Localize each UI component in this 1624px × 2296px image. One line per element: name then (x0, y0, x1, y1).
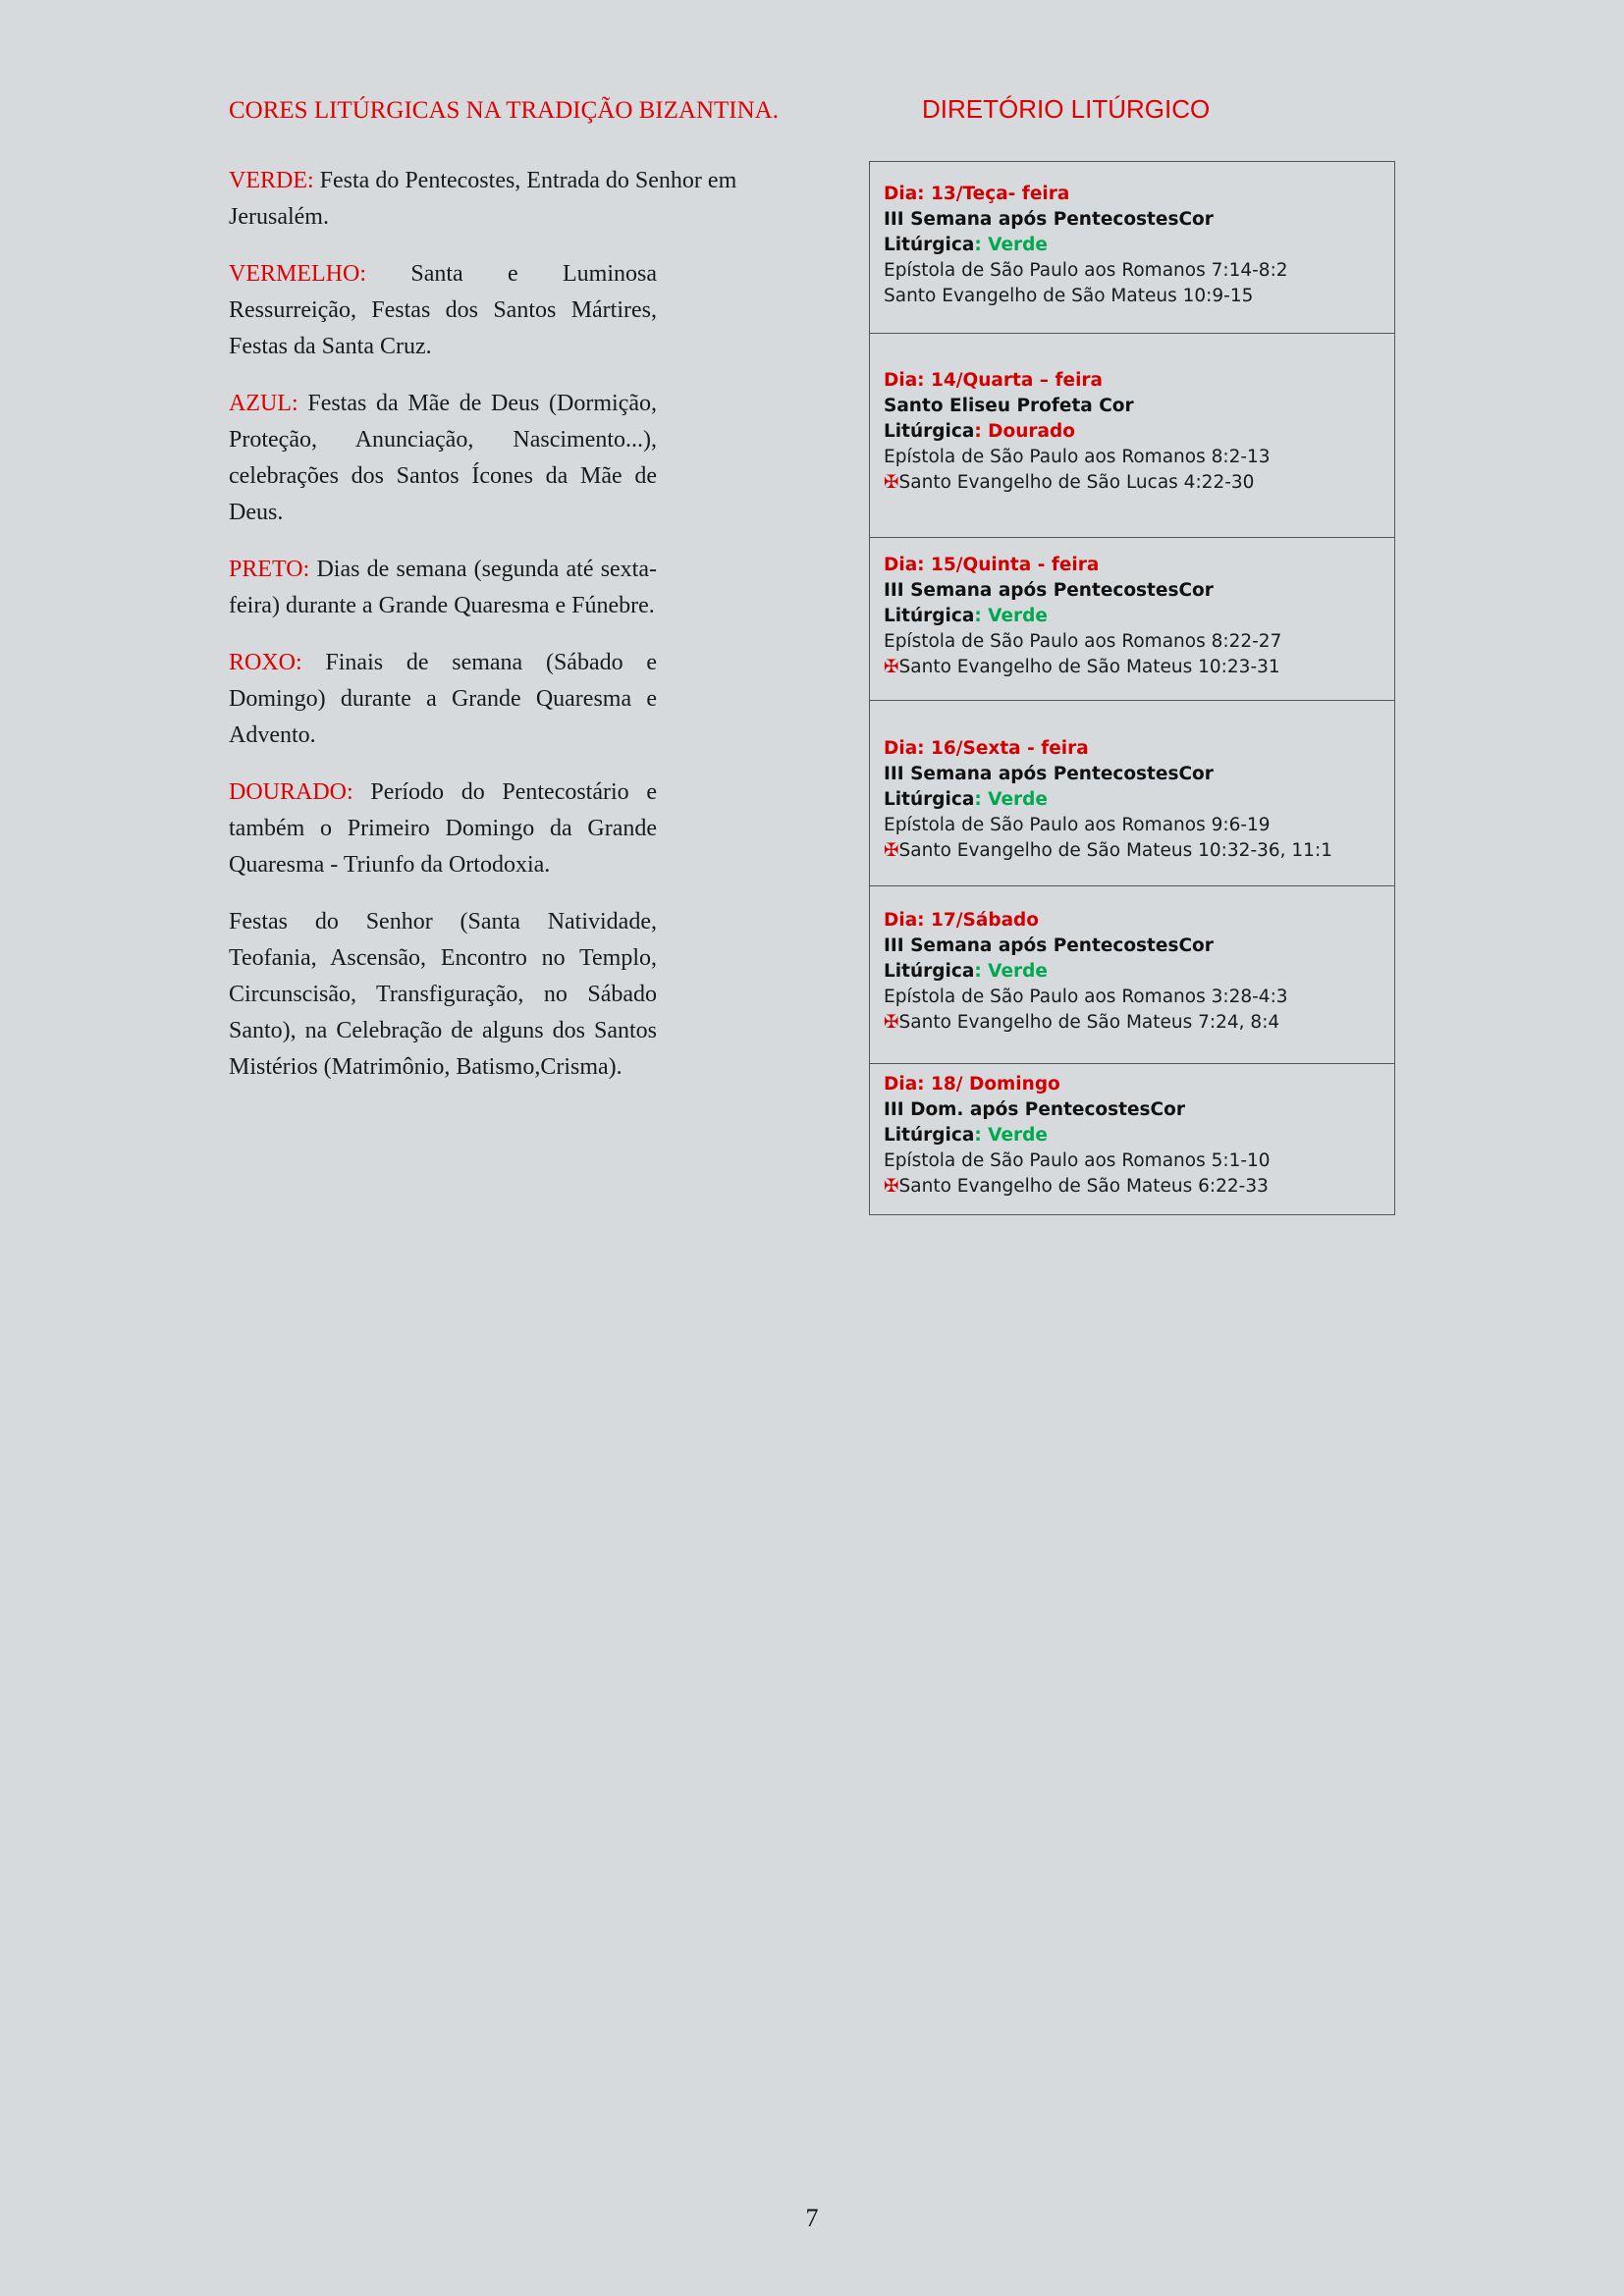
entry-gospel-line (884, 1174, 1380, 1200)
color-desc: Santa e Luminosa Ressurreição, Festas dos Santos Mártires, Festas da Santa Cruz. (229, 261, 657, 359)
cross-icon: ✠ (884, 472, 899, 493)
paragraph-azul (229, 386, 657, 531)
color-key: VERDE: (229, 168, 314, 193)
lit-label: Litúrgica (884, 1125, 975, 1146)
cross-icon: ✠ (884, 1176, 899, 1197)
directory-entry (870, 334, 1394, 538)
entry-epistle: Epístola de São Paulo aos Romanos 7:14-8:2 (884, 260, 1288, 281)
directory-entry (870, 538, 1394, 701)
paragraph-dourado (229, 774, 657, 883)
color-value: : Verde (974, 235, 1048, 255)
entry-liturgical-color (884, 419, 1380, 445)
entry-epistle: Epístola de São Paulo aos Romanos 5:1-10 (884, 1150, 1271, 1171)
lit-label: Litúrgica (884, 606, 975, 626)
entry-day: Dia: 13/Teça- feira (884, 184, 1070, 204)
entry-liturgical-color (884, 959, 1380, 985)
entry-liturgical-color (884, 787, 1380, 813)
entry-day: Dia: 17/Sábado (884, 910, 1040, 931)
entry-week: III Dom. após PentecostesCor (884, 1099, 1185, 1120)
lit-label: Litúrgica (884, 235, 975, 255)
entry-liturgical-color (884, 604, 1380, 629)
entry-week: III Semana após PentecostesCor (884, 580, 1214, 601)
color-value: : Dourado (974, 421, 1075, 442)
color-desc: Período do Pentecostário e também o Primeiro Domingo da Grande Quaresma - Triunfo da Ortodoxia. (229, 779, 657, 878)
entry-liturgical-color (884, 1123, 1380, 1148)
directory-entry (870, 162, 1394, 334)
entry-gospel-line (884, 284, 1380, 309)
color-key: PRETO: (229, 557, 310, 582)
entry-epistle: Epístola de São Paulo aos Romanos 8:22-27 (884, 631, 1282, 652)
entry-day: Dia: 14/Quarta – feira (884, 370, 1104, 391)
paragraph-preto (229, 552, 657, 624)
cross-icon: ✠ (884, 657, 899, 677)
paragraph-roxo (229, 645, 657, 754)
entry-epistle: Epístola de São Paulo aos Romanos 3:28-4:3 (884, 987, 1288, 1007)
lit-label: Litúrgica (884, 789, 975, 810)
color-desc: Finais de semana (Sábado e Domingo) durante a Grande Quaresma e Advento. (229, 650, 657, 748)
entry-gospel: Santo Evangelho de São Mateus 6:22-33 (898, 1176, 1269, 1197)
entry-gospel-line (884, 838, 1380, 864)
cross-icon: ✠ (884, 840, 899, 861)
color-key: ROXO: (229, 650, 302, 675)
entry-gospel-line (884, 470, 1380, 496)
entry-week: III Semana após PentecostesCor (884, 935, 1214, 956)
entry-epistle: Epístola de São Paulo aos Romanos 9:6-19 (884, 815, 1271, 835)
entry-gospel-line (884, 1010, 1380, 1036)
entry-day: Dia: 16/Sexta - feira (884, 738, 1089, 759)
directory-entry (870, 701, 1394, 886)
entry-liturgical-color (884, 233, 1380, 258)
entry-week: III Semana após PentecostesCor (884, 209, 1214, 230)
entry-day: Dia: 15/Quinta - feira (884, 555, 1100, 575)
color-key: DOURADO: (229, 779, 353, 805)
directory-table (869, 161, 1395, 1215)
directory-title: DIRETÓRIO LITÚRGICO (922, 94, 1211, 124)
paragraph-festas-senhor (229, 904, 657, 1086)
entry-gospel: Santo Evangelho de São Mateus 10:32-36, 11:1 (898, 840, 1332, 861)
color-key: VERMELHO: (229, 261, 366, 287)
entry-gospel: Santo Evangelho de São Mateus 10:23-31 (898, 657, 1280, 677)
color-desc: Festa do Pentecostes, Entrada do Senhor em Jerusalém. (229, 168, 737, 230)
color-key: AZUL: (229, 391, 298, 416)
color-desc: Festas do Senhor (Santa Natividade, Teofania, Ascensão, Encontro no Templo, Circunscisão, Transfiguração, no Sábado Santo), na Celebração de alguns dos Santos Mistérios (Matrimônio, Batismo,Crisma). (229, 909, 657, 1080)
page-number: 7 (805, 2204, 819, 2232)
cross-icon: ✠ (884, 1012, 899, 1033)
color-value: : Verde (974, 606, 1048, 626)
directory-entry (870, 1064, 1394, 1214)
color-value: : Verde (974, 1125, 1048, 1146)
paragraph-verde (229, 163, 779, 236)
color-value: : Verde (974, 789, 1048, 810)
entry-gospel: Santo Evangelho de São Mateus 10:9-15 (884, 286, 1254, 306)
directory-entry (870, 886, 1394, 1064)
entry-week: Santo Eliseu Profeta Cor (884, 396, 1134, 416)
lit-label: Litúrgica (884, 961, 975, 982)
entry-gospel-line (884, 655, 1380, 680)
entry-day: Dia: 18/ Domingo (884, 1074, 1060, 1095)
paragraph-vermelho (229, 256, 657, 365)
left-title: CORES LITÚRGICAS NA TRADIÇÃO BIZANTINA. (229, 97, 779, 124)
color-desc: Festas da Mãe de Deus (Dormição, Proteção, Anunciação, Nascimento...), celebrações dos Santos Ícones da Mãe de Deus. (229, 391, 657, 525)
entry-gospel: Santo Evangelho de São Lucas 4:22-30 (898, 472, 1255, 493)
liturgical-colors-section (229, 163, 737, 1106)
lit-label: Litúrgica (884, 421, 975, 442)
entry-week: III Semana após PentecostesCor (884, 764, 1214, 784)
entry-epistle: Epístola de São Paulo aos Romanos 8:2-13 (884, 447, 1271, 467)
entry-gospel: Santo Evangelho de São Mateus 7:24, 8:4 (898, 1012, 1280, 1033)
color-value: : Verde (974, 961, 1048, 982)
color-desc: Dias de semana (segunda até sexta-feira) durante a Grande Quaresma e Fúnebre. (229, 557, 657, 618)
